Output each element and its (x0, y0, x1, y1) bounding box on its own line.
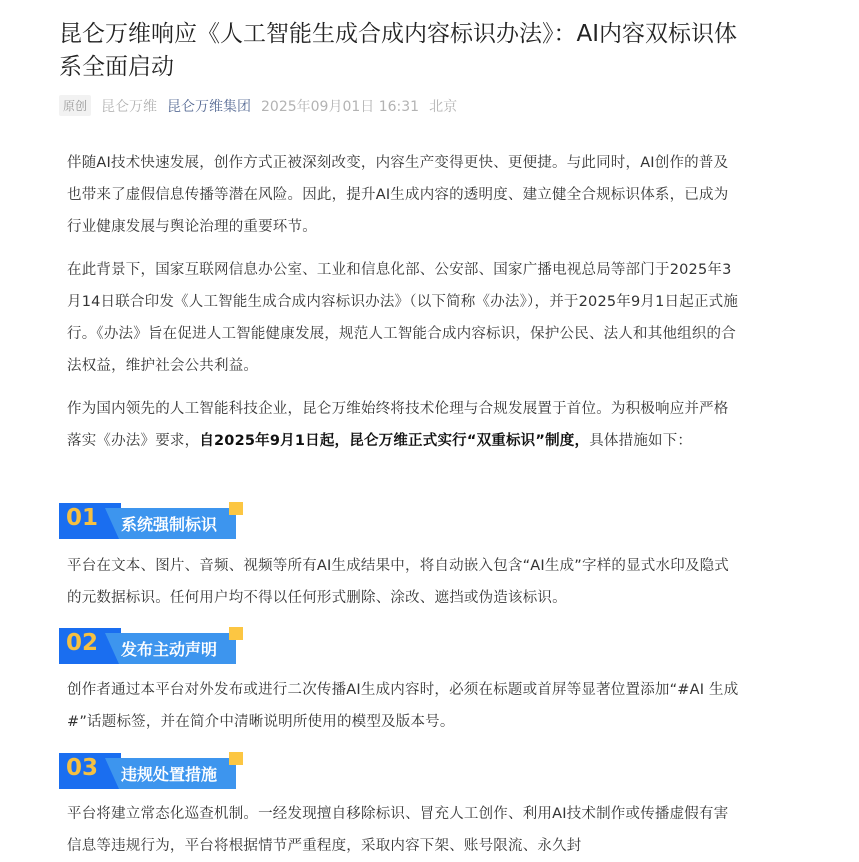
section-header (59, 628, 244, 664)
corner-square-icon (229, 502, 243, 515)
section-number: 02 (66, 630, 99, 656)
corner-square-icon (229, 752, 243, 765)
article-title: 昆仑万维响应《人工智能生成合成内容标识办法》：AI内容双标识体系全面启动 (59, 21, 738, 80)
author: 昆仑万维 (101, 98, 158, 115)
article-meta (59, 95, 467, 116)
section-title: 违规处置措施 (121, 765, 218, 784)
section-header (59, 753, 244, 789)
section-number: 01 (66, 505, 99, 531)
original-badge: 原创 (59, 95, 91, 116)
section-number: 03 (66, 755, 99, 781)
paragraph: 创作者通过本平台对外发布或进行二次传播AI生成内容时，必须在标题或首屏等显著位置添加“#AI 生成#”话题标签，并在简介中清晰说明所使用的模型及版本号。 (67, 682, 739, 730)
section-header (59, 503, 244, 539)
paragraph (67, 393, 739, 457)
corner-square-icon (229, 627, 243, 640)
paragraph: 在此背景下，国家互联网信息办公室、工业和信息化部、公安部、国家广播电视总局等部门于2025年3月14日联合印发《人工智能生成合成内容标识办法》（以下简称《办法》），并于2025年9月1日起正式施行。《办法》旨在促进人工智能健康发展，规范人工智能合成内容标识，保护公民、法人和其他组织的合法权益，维护社会公共利益。 (67, 262, 739, 374)
paragraph: 平台在文本、图片、音频、视频等所有AI生成结果中，将自动嵌入包含“AI生成”字样的显式水印及隐式的元数据标识。任何用户均不得以任何形式删除、涂改、遮挡或伪造该标识。 (67, 558, 730, 606)
section-title: 发布主动声明 (121, 640, 218, 659)
paragraph: 平台将建立常态化巡查机制。一经发现擅自移除标识、冒充人工创作、利用AI技术制作或传播虚假有害信息等违规行为，平台将根据情节严重程度，采取内容下架、账号限流、永久封 (67, 806, 729, 854)
text: 作为国内领先的人工智能科技企业，昆仑万维始终将技术伦理与合规发展置于首位。为积极响应并严格落实《办法》要求， (67, 401, 729, 449)
bold-text: 自2025年9月1日起，昆仑万维正式实行“双重标识”制度， (199, 433, 590, 449)
text: 具体措施如下： (589, 433, 693, 449)
paragraph: 伴随AI技术快速发展，创作方式正被深刻改变，内容生产变得更快、更便捷。与此同时，AI创作的普及也带来了虚假信息传播等潜在风险。因此，提升AI生成内容的透明度、建立健全合规标识体系，已成为行业健康发展与舆论治理的重要环节。 (67, 155, 729, 235)
section-title: 系统强制标识 (121, 515, 218, 534)
publish-time: 2025年09月01日 16:31 (261, 98, 420, 115)
location: 北京 (429, 98, 458, 115)
account-link[interactable]: 昆仑万维集团 (167, 98, 252, 115)
